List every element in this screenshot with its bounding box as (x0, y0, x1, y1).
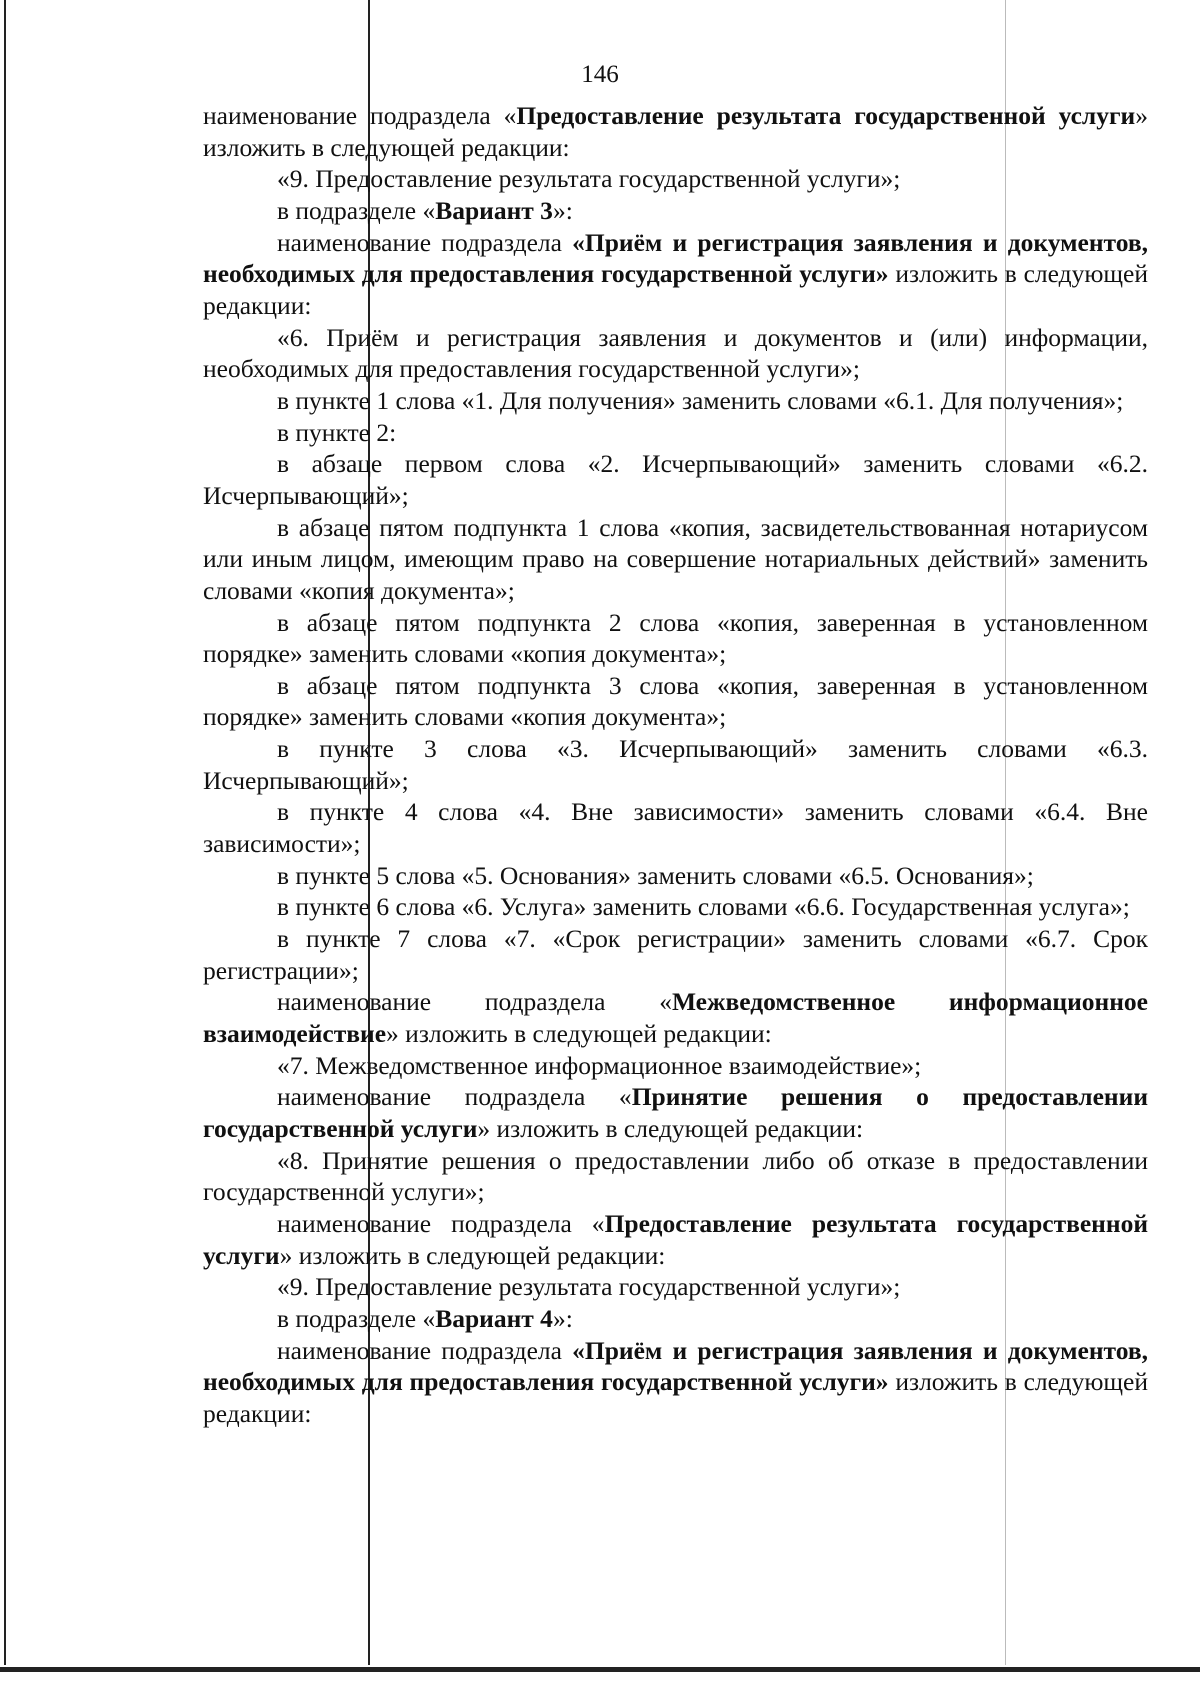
paragraph (203, 385, 1148, 417)
text-segment: в абзаце пятом подпункта 1 слова «копия, засвидетельствованная нотариусом или иным лицом, имеющим право на совершение нотариальных действий» заменить словами «копия документа»; (203, 512, 1148, 605)
paragraph (203, 417, 1148, 449)
text-segment: в подразделе « (277, 195, 436, 225)
text-segment: «6. Приём и регистрация заявления и документов и (или) информации, необходимых для предоставления государственной услуги»; (203, 322, 1148, 384)
text-segment: наименование подраздела « (277, 1082, 632, 1112)
bold-text-segment: «Приём и регистрация заявления и документов, необходимых для предоставления государственной услуги» (203, 227, 1148, 289)
text-segment: «9. Предоставление результата государственной услуги»; (277, 164, 901, 194)
text-segment: » изложить в следующей редакции: (203, 101, 1148, 162)
bold-text-segment: Межведомственное информационное взаимодействие (203, 987, 1148, 1049)
bold-text-segment: Вариант 4 (435, 1303, 553, 1333)
text-segment: наименование подраздела « (277, 1208, 605, 1238)
paragraph (203, 891, 1148, 923)
paragraph (203, 448, 1148, 511)
paragraph (203, 512, 1148, 607)
text-segment: в абзаце пятом подпункта 3 слова «копия, заверенная в установленном порядке» заменить словами «копия документа»; (203, 670, 1148, 732)
paragraph (203, 1208, 1148, 1271)
paragraph (203, 1145, 1148, 1208)
text-segment: в пункте 3 слова «3. Исчерпывающий» заменить словами «6.3. Исчерпывающий»; (203, 734, 1148, 795)
text-segment: »: (552, 1303, 573, 1333)
paragraph (203, 1303, 1148, 1335)
bold-text-segment: Предоставление результата государственной услуги (203, 1208, 1149, 1270)
scan-line-bottom-edge (0, 1667, 1200, 1672)
page-number: 146 (581, 61, 619, 88)
paragraph (203, 100, 1148, 163)
text-segment: в абзаце пятом подпункта 2 слова «копия, заверенная в установленном порядке» заменить словами «копия документа»; (203, 607, 1148, 669)
text-segment: «7. Межведомственное информационное взаимодействие»; (277, 1050, 922, 1080)
text-segment: » изложить в следующей редакции: (279, 1240, 666, 1270)
text-segment: в пункте 7 слова «7. «Срок регистрации» заменить словами «6.7. Срок регистрации»; (203, 924, 1148, 985)
text-segment: в пункте 4 слова «4. Вне зависимости» заменить словами «6.4. Вне зависимости»; (203, 797, 1148, 859)
text-segment: наименование подраздела « (203, 101, 517, 130)
paragraph (203, 1271, 1148, 1303)
paragraph (203, 1050, 1148, 1082)
paragraph (203, 607, 1148, 670)
text-segment: в пункте 6 слова «6. Услуга» заменить словами «6.6. Государственная услуга»; (277, 892, 1130, 922)
text-segment: в абзаце первом слова «2. Исчерпывающий» заменить словами «6.2. Исчерпывающий»; (203, 449, 1148, 510)
text-segment: изложить в следующей редакции: (203, 259, 1148, 320)
paragraph (203, 1335, 1148, 1430)
text-segment: » изложить в следующей редакции: (477, 1114, 864, 1143)
paragraph (203, 163, 1148, 195)
bold-text-segment: Вариант 3 (435, 195, 553, 225)
paragraph (203, 670, 1148, 733)
paragraph (203, 1081, 1148, 1144)
paragraph (203, 227, 1148, 322)
paragraph (203, 923, 1148, 986)
text-segment: »: (552, 195, 573, 225)
bold-text-segment: «Приём и регистрация заявления и документов, необходимых для предоставления государственной услуги» (203, 1335, 1148, 1397)
paragraph (203, 733, 1148, 796)
paragraph (203, 796, 1148, 859)
bold-text-segment: Принятие решения о предоставлении государственной услуги (203, 1082, 1149, 1143)
text-segment: изложить в следующей редакции: (203, 1367, 1148, 1428)
text-segment: наименование подраздела (277, 1335, 573, 1365)
text-segment: в подразделе « (277, 1303, 436, 1333)
text-segment: в пункте 5 слова «5. Основания» заменить словами «6.5. Основания»; (277, 860, 1034, 890)
bold-text-segment: Предоставление результата государственной услуги (516, 101, 1136, 130)
text-segment: «9. Предоставление результата государственной услуги»; (277, 1272, 901, 1302)
text-segment: » изложить в следующей редакции: (386, 1019, 772, 1049)
paragraph (203, 860, 1148, 892)
text-segment: «8. Принятие решения о предоставлении либо об отказе в предоставлении государственной услуги»; (203, 1145, 1148, 1207)
paragraph (203, 322, 1148, 385)
text-segment: в пункте 1 слова «1. Для получения» заменить словами «6.1. Для получения»; (277, 385, 1124, 415)
text-segment: наименование подраздела (277, 227, 573, 257)
document-body (203, 100, 1148, 1430)
text-segment: наименование подраздела « (277, 987, 672, 1017)
paragraph (203, 986, 1148, 1049)
text-segment: в пункте 2: (277, 417, 397, 447)
paragraph (203, 195, 1148, 227)
scan-line-left-edge (4, 0, 6, 1665)
